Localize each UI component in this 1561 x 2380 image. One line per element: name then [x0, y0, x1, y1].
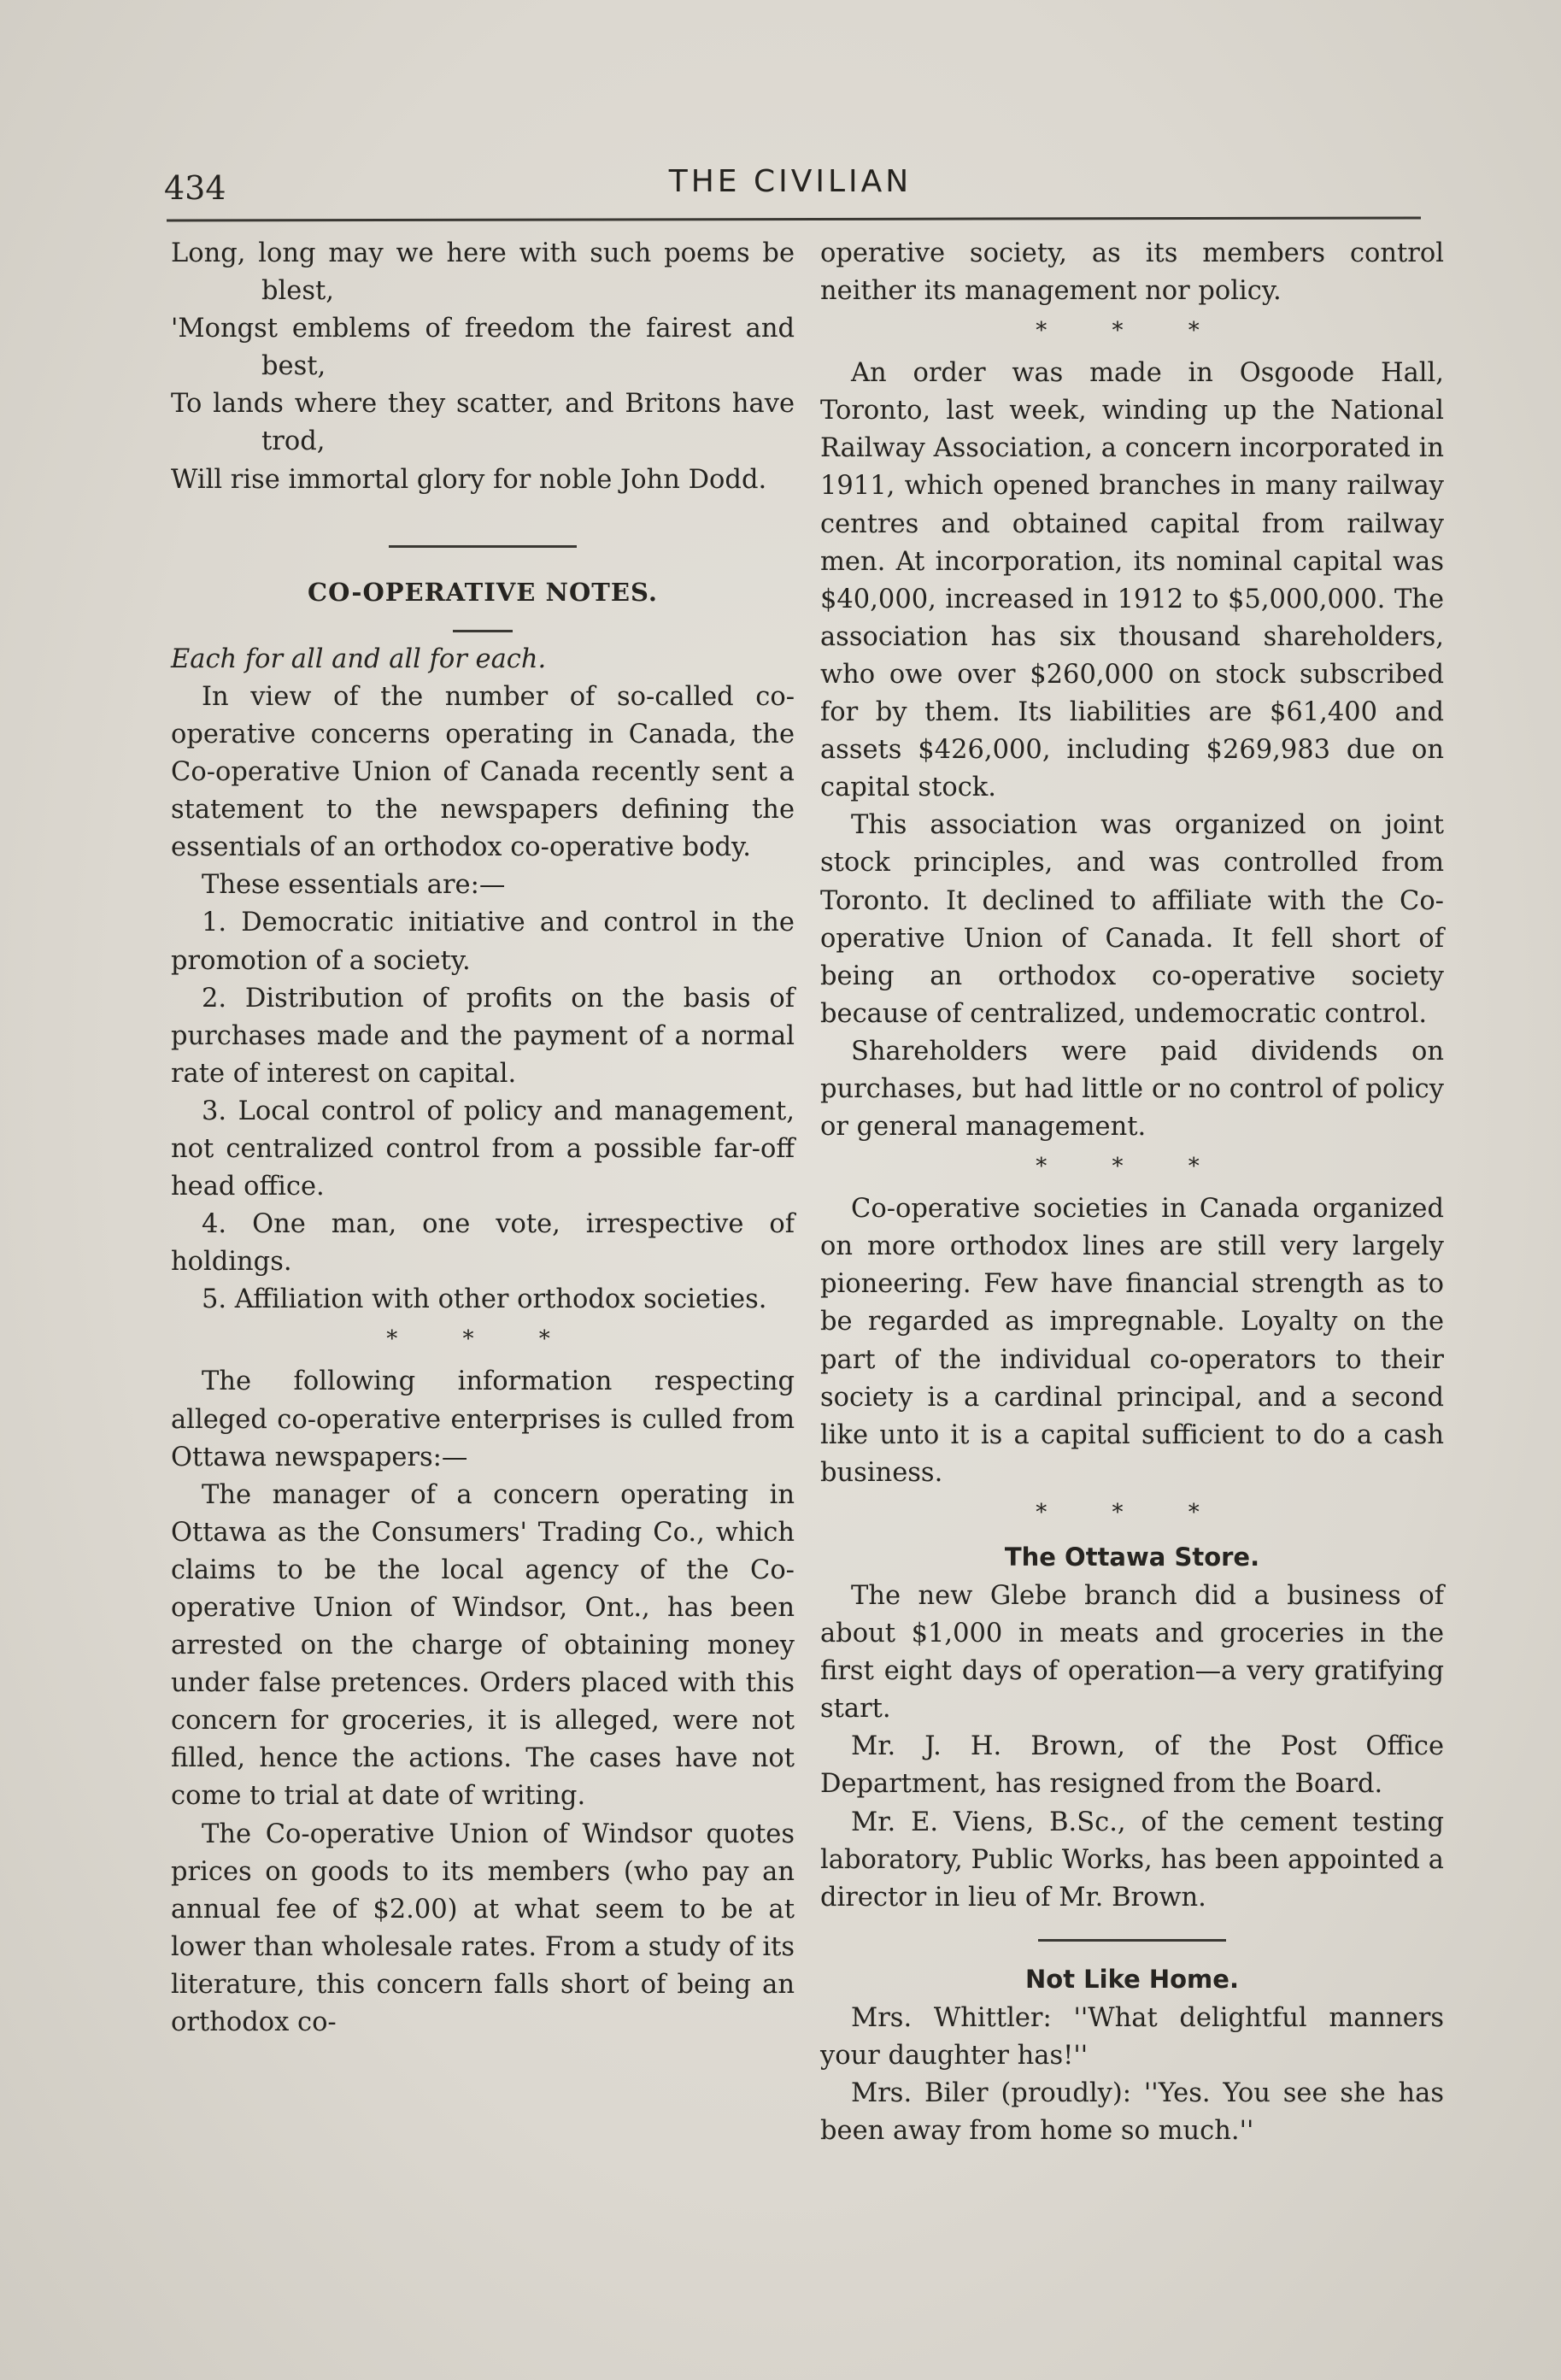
- running-head: THE CIVILIAN: [668, 164, 913, 199]
- paragraph: The following information respecting alleged co-operative enterprises is culled from Ottawa newspapers:—: [171, 1366, 795, 1472]
- list-item: 2. Distribution of profits on the basis of purchases made and the payment of a normal rate of interest on capital.: [171, 983, 795, 1089]
- star-separator: * * *: [1036, 318, 1229, 344]
- paragraph: The new Glebe branch did a business of about $1,000 in meats and groceries in the first eight days of operation—a very gratifying start.: [820, 1581, 1444, 1725]
- paragraph: Co-operative societies in Canada organized on more orthodox lines are still very largely pioneering. Few have financial strength as to be regarded as impregnable. Loyalty on the part of the individual co-operators to their society is a cardinal principal, and a second like unto it is a capital sufficient to do a cash business.: [820, 1194, 1444, 1488]
- page-number: 434: [164, 169, 226, 207]
- poem-line: Will rise immortal glory for noble John Dodd.: [171, 464, 767, 495]
- poem-line: To lands where they scatter, and Britons have trod,: [171, 389, 795, 457]
- paragraph-continuation: operative society, as its members control neither its management nor policy.: [820, 238, 1444, 307]
- list-item: 1. Democratic initiative and control in the promotion of a society.: [171, 908, 795, 976]
- star-separator: * * *: [1036, 1154, 1229, 1180]
- paragraph: Mrs. Biler (proudly): ''Yes. You see she has been away from home so much.'': [820, 2078, 1444, 2147]
- poem: [171, 235, 795, 499]
- not-like-home-title: Not Like Home.: [1025, 1964, 1239, 1994]
- star-separator: * * *: [1036, 1499, 1229, 1525]
- paragraph: In view of the number of so-called co-operative concerns operating in Canada, the Co-operative Union of Canada recently sent a statement to the newspapers defining the essentials of an orthodox co-operative body.: [171, 681, 795, 863]
- poem-line: Long, long may we here with such poems be blest,: [171, 238, 795, 307]
- paragraph: An order was made in Osgoode Hall, Toronto, last week, winding up the National Railway Association, a concern incorporated in 1911, which opened branches in many railway centres and obtained capital from railway men. At incorporation, its nominal capital was $40,000, increased in 1912 to $5,000,000. The association has six thousand shareholders, who owe over $260,000 on stock subscribed for by them. Its liabilities are $61,400 and assets $426,000, including $269,983 due on capital stock.: [820, 358, 1444, 803]
- star-separator: * * *: [386, 1326, 579, 1353]
- paragraph: Mrs. Whittler: ''What delightful manners your daughter has!'': [820, 2002, 1444, 2071]
- paragraph: The Co-operative Union of Windsor quotes prices on goods to its members (who pay an annual fee of $2.00) at what seem to be at lower than wholesale rates. From a study of its literature, this concern falls short of being an orthodox co-: [171, 1819, 795, 2038]
- list-item: 5. Affiliation with other orthodox societies.: [202, 1284, 767, 1315]
- paragraph: These essentials are:—: [202, 870, 506, 901]
- paragraph: The manager of a concern operating in Ottawa as the Consumers' Trading Co., which claims to be the local agency of the Co-operative Union of Windsor, Ont., has been arrested on the charge of obtaining money under false pretences. Orders placed with this concern for groceries, it is alleged, were not filled, hence the actions. The cases have not come to trial at date of writing.: [171, 1479, 795, 1812]
- paragraph: Shareholders were paid dividends on purchases, but had little or no control of policy or general management.: [820, 1036, 1444, 1143]
- list-item: 3. Local control of policy and management, not centralized control from a possible far-off head office.: [171, 1096, 795, 1202]
- right-column: [820, 235, 1444, 2150]
- section-title: CO-OPERATIVE NOTES.: [308, 577, 658, 607]
- paragraph: Mr. E. Viens, B.Sc., of the cement testing laboratory, Public Works, has been appointed a director in lieu of Mr. Brown.: [820, 1807, 1444, 1913]
- paragraph: This association was organized on joint stock principles, and was controlled from Toronto. It declined to affiliate with the Co-operative Union of Canada. It fell short of being an orthodox co-operative society because of centralized, undemocratic control.: [820, 810, 1444, 1029]
- left-column: [171, 235, 795, 2042]
- list-item: 4. One man, one vote, irrespective of holdings.: [171, 1209, 795, 1278]
- poem-line: 'Mongst emblems of freedom the fairest and best,: [171, 314, 795, 382]
- section-divider: [389, 545, 577, 548]
- page-header: [162, 159, 1418, 219]
- title-rule: [453, 630, 513, 632]
- motto: Each for all and all for each.: [171, 643, 547, 674]
- ottawa-store-title: The Ottawa Store.: [1004, 1542, 1260, 1572]
- paragraph: Mr. J. H. Brown, of the Post Office Department, has resigned from the Board.: [820, 1731, 1444, 1800]
- section-divider: [1038, 1939, 1226, 1942]
